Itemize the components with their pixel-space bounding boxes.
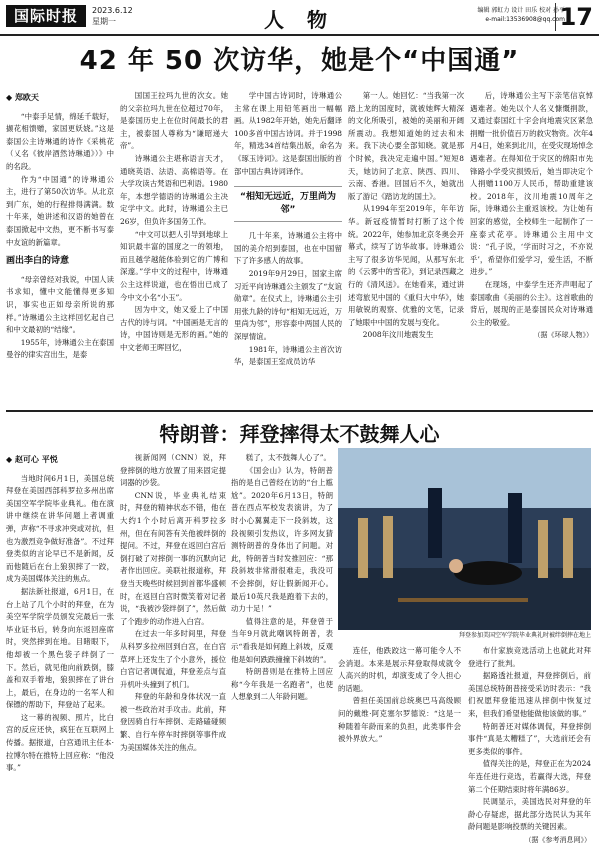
article1-column-4 [348, 90, 464, 408]
editors-text: 编辑 郭虹力 设计 田乐 校对 孙平 [477, 7, 565, 14]
article1-column-2 [120, 90, 228, 408]
email-text: e-mail:13536908@qq.com [485, 16, 565, 23]
paragraph: 作为“中国通”的诗琳通公主，进行了第50次访华。从北京到广东，她的行程排得满满。数十年来，她讲述和汉语的她曾在泰国掀起中文热，更不断书写泰中友谊的新篇章。 [6, 174, 114, 247]
article1-headline: 42 年 50 次访华，她是个“中国通” [79, 46, 520, 76]
paragraph: 从1994年至2019年，年年访华。新冠疫情暂时打断了这个传统。2022年，她参加北京冬奥会开幕式，续写了访华故事。诗琳通公主写了很多访华见闻，从那写东北的《云雾中的雪花》，到记录西藏之行的《清风送》。在她看来，通过讲述弯旅见中国的《重归大中华》，她用敏锐的观察、优雅的文笔，记录了她眼中中国的发展与变化。 [348, 204, 464, 327]
editor-credits [477, 6, 565, 24]
paragraph: “母亲曾经对我说，中国人读书求知，懂中文能懂得更多知识，事实也正如母亲所说的那样。”诗琳通公主这样回忆起自己和中文最初的“结缘”。 [6, 274, 114, 335]
article2-column-1 [6, 452, 114, 832]
article1-author: ◆ 郑欧天 [6, 93, 39, 102]
article1-column-5 [470, 90, 593, 408]
page-number: 17 [555, 3, 593, 31]
paragraph: 据法新社报道，6月1日，在台上站了几个小时的拜登，在为美空军学院学员颁发完最后一张毕业证书后，转身向东返回座席时，突然摔到在地。目睹眼下，他却被一个黑色袋子绊倒了一下。然后，就见他向前跌倒，膝盖和双手着地，狼狈摔在了讲台上，最后，在身边的一名军人和保镖的帮助下，拜登站了起来。 [6, 586, 114, 710]
paragraph: 后，诗琳通公主写下亲笔信哀悼遇难者。她先以个人名义慷慨捐款，又通过泰国红十字会向地震灾区紧急捐赠一批价值百万的救灾物资。次年4月4日，她来到北川，在受灾现场悼念遇难者。在得知位于灾区的绵阳市先锋路小学受灾损毁后，她当即决定个人捐赠1100万人民币，帮助重建该校。2018年，汶川地震10周年之际，诗琳通公主重返该校。为让她有回家的感觉，全校师生一起制作了一座泰式花亭。诗琳通公主用中文说：“孔子说，‘学而时习之，不亦说乎’，希望你们爱学习，爱生活，不断进步。” [470, 91, 593, 277]
pull-quote: “相知无远近，万里尚为邻” [234, 186, 342, 222]
paragraph: 糕了，太不鼓舞人心了”。 [245, 453, 331, 462]
paragraph: 在过去一年多时间里，拜登从科罗多拉州回到白宫，在白宫草坪上还发生了个小意外，援位白宫记者调侃道，拜登差点与直升机叶头撞到了机门。 [120, 629, 226, 689]
date-text: 2023.6.12 [92, 6, 133, 15]
paragraph: 当地时间6月1日，美国总统拜登在美国西部科罗拉多州出席美国空军学院毕业典礼。他在演讲中继续在讲华问题上者调重弹，声称“不寻求冲突或对抗，但也为激烈竞争做好准备”。不过拜登类似的言论早已不是新闻，反而他随后在台上狼狈摔了一跤，成为美国媒体关注的焦点。 [6, 473, 114, 584]
paragraph: “中文可以把人引导到地球上知识最丰富的国度之一的领地，而且越学越能体验到它的广博和深邃。”学中文的过程中，诗琳通公主这样说道，也在悟出已成了今中文小名“小玉”。 [120, 229, 228, 302]
paragraph: 据路透社报道，拜登摔倒后，前美国总统特朗普接受采访时表示：“我们祝愿拜登能迅速从摔倒中恢复过来，但我们希望他能做他该做的事。” [468, 671, 591, 718]
paragraph: 《国会山》认为，特朗普指的是自己曾经在访的“台上尴尬”。2020年6月13日，特朗普在西点军校发表演讲，为了时小心翼翼走下一段斜坡，这段视频引发热议，许多网友猜测特朗普的身体出了问题。对此，特朗普当时发推回应：“那段斜坡非常滑很难走，我没可不会摔倒，好让假新闻开心。最后10英尺我是跑着下去的，动力十足！” [231, 465, 333, 614]
paragraph: 连任，他跌跤这一幕可能令人不会消退。本来是展示拜登取得成就令人高兴的时机，却演变成了令人担心的话题。 [338, 646, 461, 693]
article1-author-name: 郑欧天 [14, 93, 39, 102]
paragraph: 2019年9月29日，国家主席习近平向诗琳通公主颁发了“友谊勋章”。在仪式上，诗琳通公主引用张九龄的诗句“相知无远近，万里尚为邻”，形容泰中两国人民的深厚情谊。 [234, 268, 342, 341]
article-divider [6, 410, 593, 412]
article2-headline: 特朗普：拜登摔得太不鼓舞人心 [159, 422, 440, 446]
article2-author: ◆ 赵可心 平悦 [6, 455, 58, 464]
article1-credit: （据《环球人物》） [533, 331, 593, 340]
paragraph: 视新闻网（CNN）说，拜登摔倒的地方放置了用来固定提词器的沙袋。 [120, 453, 226, 488]
photo-caption: 拜登参加美国空军学院毕业典礼时被绊倒摔在地上 [458, 632, 591, 639]
article2-column-4 [338, 645, 461, 832]
paragraph: 因为中文，她又爱上了中国古代的诗与词。“中国画是无言的诗，中国诗则是无形的画。”她的中文老师王晖回忆， [120, 305, 228, 352]
paragraph: 这一幕的视频、照片，比白宫的反应还快，疯狂在互联网上传播。据报道，白宫通讯主任本·拉博尔特在推特上回应称：“他没事。” [6, 712, 114, 773]
paragraph: 值得注意的是，拜登曾于当年9月就此嘲讽特朗普，表示“看我是如何跑上斜坡，反观他是如何跌跌撞撞下斜坡的”。 [231, 616, 333, 664]
paragraph: 拜登的年龄和身体状况一直被一些政治对手攻击。此前，拜登因骑自行车摔倒、走路磕碰频繁、自行车停车时摔倒等事件成为美国媒体关注的焦点。 [120, 692, 226, 752]
article2-author-name: 赵可心 平悦 [14, 455, 58, 464]
paragraph: 布什家族竞选活动上也就此对拜登进行了批判。 [468, 646, 591, 668]
paragraph: 1981年，诗琳通公主首次访华，是泰国王室成员访华 [234, 344, 342, 367]
paragraph: 值得关注的是，拜登正在为2024年连任进行竞选，若赢得大选，拜登第二个任期结束时将年满86岁。 [468, 759, 591, 794]
news-photo [338, 448, 591, 630]
paragraph: 学中国古诗词时，诗琳通公主常在课上用铅笔画出一幅幅画。从1982年开始，她先后翻译100多首中国古诗词。并于1998年，精选34首结集出版，命名为《琢玉诗词》。这是泰国出版的首部中国古典诗词译作。 [234, 91, 342, 176]
paragraph: 2008年汶川地震发生 [362, 330, 434, 340]
photo-illustration [338, 448, 591, 630]
section-title: 人 物 [264, 8, 335, 32]
page-header [0, 0, 599, 36]
article2-column-2 [120, 452, 226, 832]
article2-credit: （据《参考消息网》） [524, 835, 591, 844]
paragraph: 曾担任美国前总统奥巴马高级顾问的戴维·阿克塞尔罗德说：“这是一种随着年龄而来的负担，此类事件会被外界放大。” [338, 696, 461, 744]
paragraph: 国国王拉玛九世的次女。她的父亲拉玛九世在位超过70年，是泰国历史上在位时间最长的君主，被泰国人尊称为“谦昭递大帝”。 [120, 91, 228, 151]
paragraph: 特朗普则是在推特上回应称“今年我是一名跑者”，也使人想象到二人年龄问题。 [231, 667, 333, 702]
paragraph: 特朗普还对媒体调侃，拜登摔倒事件“真是太糟糕了”，大选前还会有更多类似的事件。 [468, 721, 591, 756]
paragraph: 在现场，中泰学生还齐声唱起了泰国歌曲《美丽的公主》。这首歌曲的背后，展现的正是泰国民众对诗琳通公主的敬爱。 [470, 279, 593, 327]
article1-column-3 [234, 90, 342, 408]
paragraph: 1955年，诗琳通公主在泰国曼谷的律实宫出生，是泰 [6, 337, 114, 360]
article2-column-3 [231, 452, 333, 832]
paragraph: 诗琳通公主堪称语言天才，通晓英语、法语、高棉语等。在大学攻读古梵语和巴利语。1980年，本想学德语的诗琳通公主决定学中文。此时，诗琳通公主已26岁，但负许多国务工作。 [120, 153, 228, 226]
paragraph: 第一人。她回忆：“当我第一次踏上龙的国度时，就被她辉大精深的文化所吸引，被她的美丽和开阔所震动。我想知道她的过去和未来。我下决心要全部知晓。就是那个时候，我决定走遍中国。”短短8天，她访问了北京、陕西、四川、云南、香港。回国后不久，她就出版了游记《踏访龙的国土》。 [348, 91, 464, 201]
paragraph: 民调显示，美国选民对拜登的年龄心存疑虑，据此部分选民认为其年龄问题是影响投票的关键因素。 [468, 797, 591, 832]
paragraph: 几十年来，诗琳通公主将中国的美介绍到泰国，也在中国留下了许多感人的故事。 [234, 231, 342, 266]
article1-subheading: 画出李白的诗意 [6, 256, 70, 267]
weekday-text: 星期一 [92, 17, 116, 26]
masthead-logo: 国际时报 [6, 5, 86, 27]
article1-column-1 [6, 90, 114, 408]
article2-column-5 [468, 645, 591, 844]
paragraph: CNN说，毕业典礼结束时，拜登的精神状态不错，他在大约1个小时后离开科罗拉多州，但在有间答有关他被绊倒的提问。不过，拜登在返回白宫后倒打破了对摔倒一事的沉默向记者作出回应。美联社报道称，拜登当天晚些时候回到首都华盛顿时，在返回白宫时微笑着对记者说，“我被沙袋绊倒了”，然后做了个跑步的动作进入白宫。 [120, 490, 226, 626]
paragraph: “中泰手足情，绵延千载好，撷花相馈赠，家国更妖娆。”这是泰国公主诗琳通的诗作《采桃花（乂名《彼岸酒然诗琳通》）》中的名段。 [6, 111, 114, 171]
